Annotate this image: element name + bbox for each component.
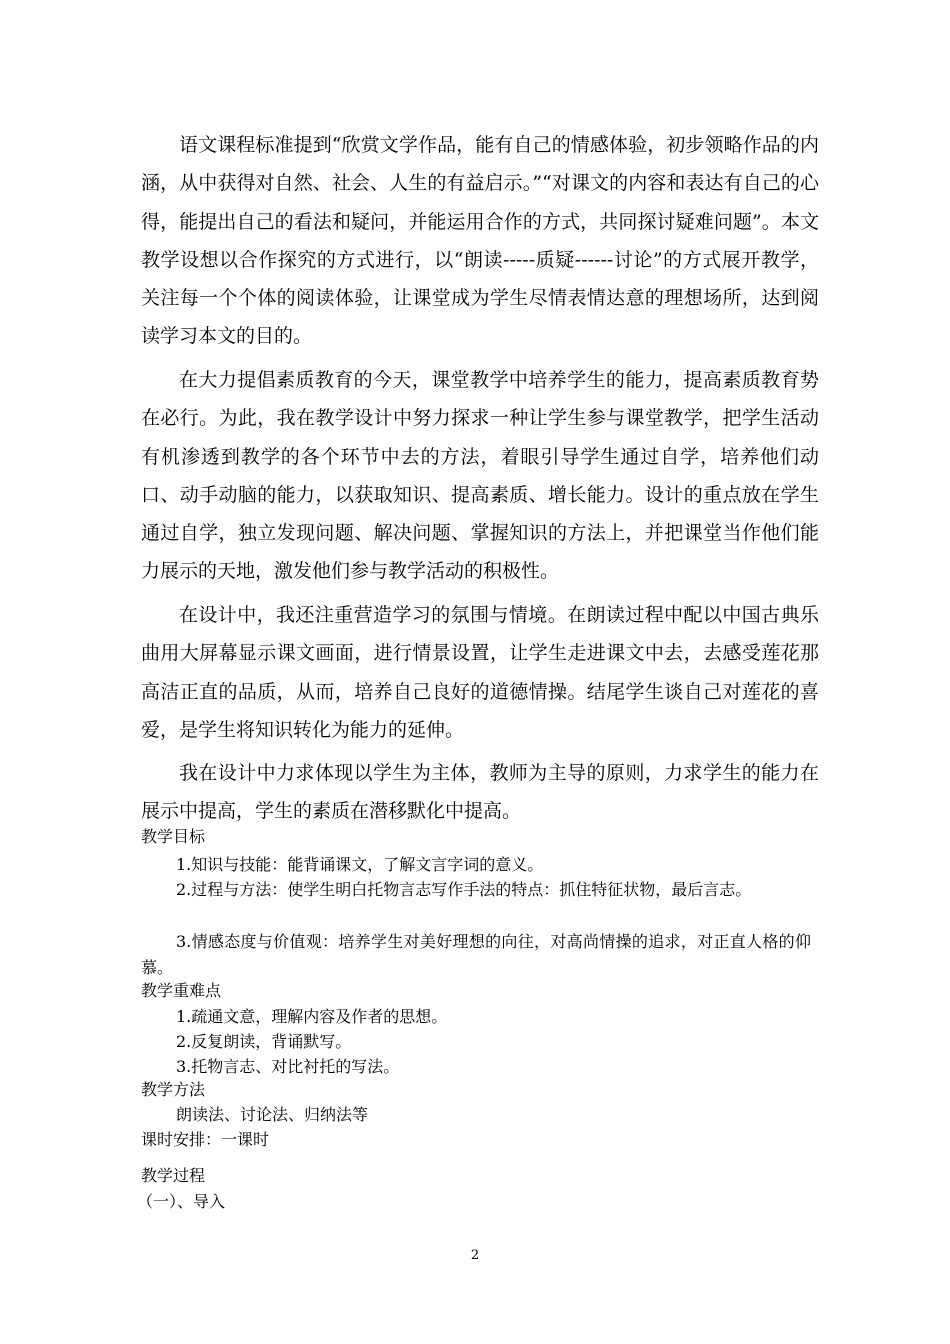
intro-paragraph-1: 语文课程标准提到“欣赏文学作品，能有自己的情感体验，初步领略作品的内涵，从中获得对自然、社会、人生的有益启示。”“对课文的内容和表达有自己的心得，能提出自己的看法和疑问，并能运用合作的方式，共同探讨疑难问题”。本文教学设想以合作探究的方式进行，以“朗读-----质疑------讨论”的方式展开教学，关注每一个个体的阅读体验，让课堂成为学生尽情表情达意的理想场所，达到阅读学习本文的目的。 xyxy=(141,134,819,348)
goal-item-3: 3.情感态度与价值观：培养学生对美好理想的向往，对高尚情操的追求，对正直人格的仰慕。 xyxy=(141,932,811,977)
schedule-line: 课时安排：一课时 xyxy=(141,1130,270,1149)
goals-heading: 教学目标 xyxy=(141,827,206,846)
goal-item-1: 1.知识与技能：能背诵课文，了解文言字词的意义。 xyxy=(176,855,544,874)
methods-text: 朗读法、讨论法、归纳法等 xyxy=(176,1105,369,1124)
page-number: 2 xyxy=(470,1248,480,1263)
process-heading: 教学过程 xyxy=(141,1166,206,1185)
intro-paragraph-2: 在大力提倡素质教育的今天，课堂教学中培养学生的能力，提高素质教育势在必行。为此，我在教学设计中努力探求一种让学生参与课堂教学，把学生活动有机渗透到教学的各个环节中去的方法，着眼引导学生通过自学，培养他们动口、动手动脑的能力，以获取知识、提高素质、增长能力。设计的重点放在学生通过自学，独立发现问题、解决问题、掌握知识的方法上，并把课堂当作他们能力展示的天地，激发他们参与教学活动的积极性。 xyxy=(141,369,819,583)
key-point-2: 2.反复朗读，背诵默写。 xyxy=(176,1032,352,1051)
intro-paragraph-4: 我在设计中力求体现以学生为主体，教师为主导的原则，力求学生的能力在展示中提高，学生的素质在潜移默化中提高。 xyxy=(141,762,819,823)
process-step-1: （一）、导入 xyxy=(137,1192,226,1211)
methods-heading: 教学方法 xyxy=(141,1080,206,1099)
key-point-1: 1.疏通文意，理解内容及作者的思想。 xyxy=(176,1007,448,1026)
key-point-3: 3.托物言志、对比衬托的写法。 xyxy=(176,1057,400,1076)
intro-paragraph-3: 在设计中，我还注重营造学习的氛围与情境。在朗读过程中配以中国古典乐曲用大屏幕显示课文画面，进行情景设置，让学生走进课文中去，去感受莲花那高洁正直的品质，从而，培养自己良好的道德情操。结尾学生谈自己对莲花的喜爱，是学生将知识转化为能力的延伸。 xyxy=(141,604,819,741)
goal-item-2: 2.过程与方法：使学生明白托物言志写作手法的特点：抓住特征状物，最后言志。 xyxy=(176,880,752,899)
key-points-heading: 教学重难点 xyxy=(141,981,222,1000)
